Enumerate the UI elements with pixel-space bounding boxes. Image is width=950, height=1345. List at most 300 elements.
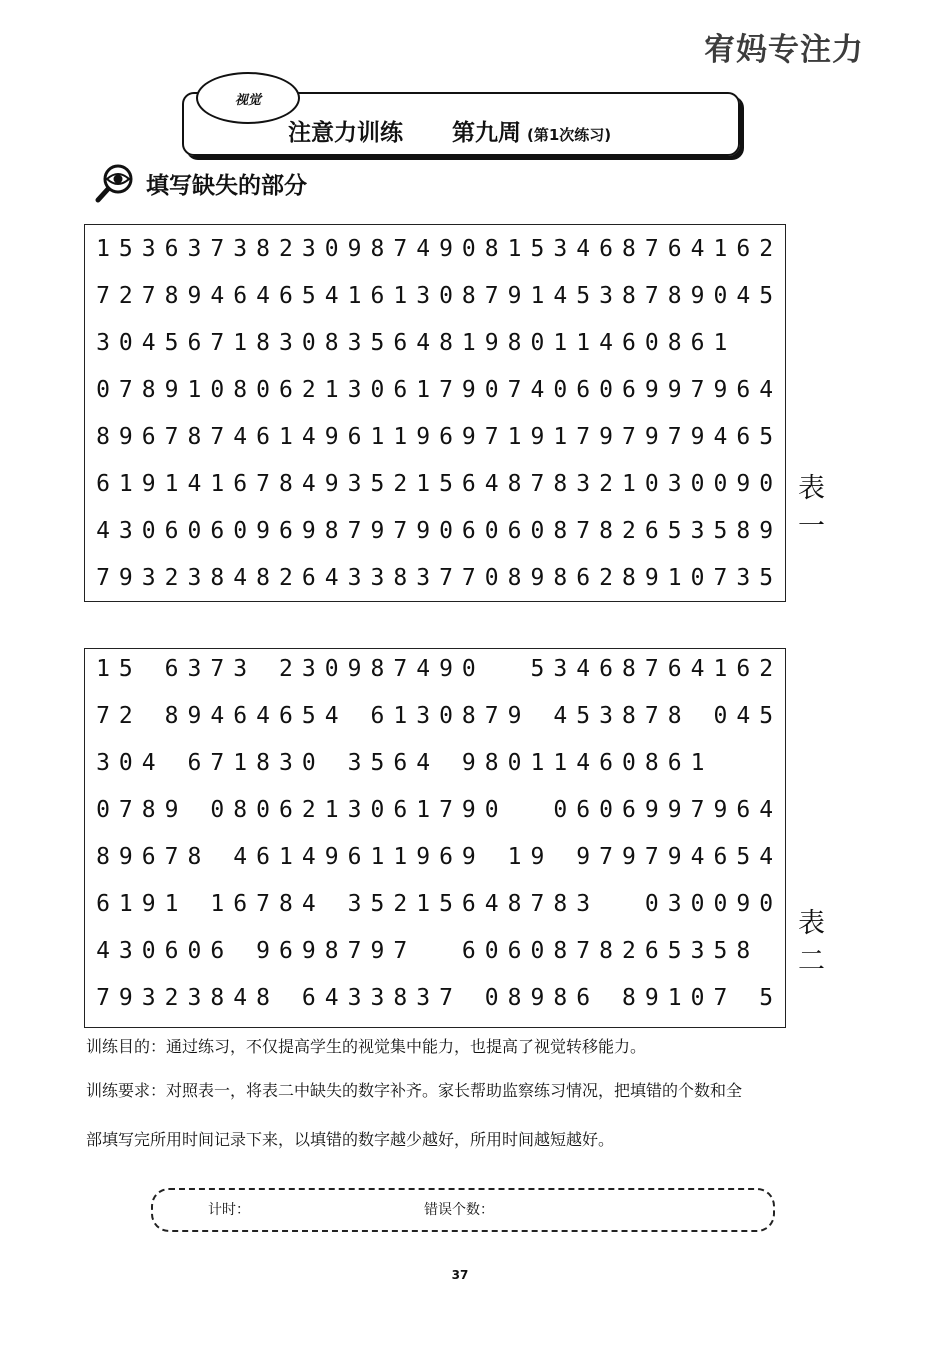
digit-cell: 7 [210, 424, 225, 450]
digit-row [93, 282, 779, 310]
digit-cell: 8 [187, 844, 202, 870]
digit-cell: 4 [301, 424, 316, 450]
digit-cell: 4 [187, 471, 202, 497]
digit-cell: 8 [599, 938, 613, 964]
digit-cell: 0 [233, 518, 248, 544]
digit-cell: 7 [713, 565, 728, 591]
digit-cell: 0 [439, 703, 453, 729]
digit-cell: 6 [210, 938, 225, 964]
digit-cell: 6 [690, 330, 705, 356]
digit-cell: 6 [164, 518, 179, 544]
digit-cell: 5 [759, 283, 774, 309]
digit-cell: 4 [233, 844, 248, 870]
digit-cell: 8 [96, 424, 110, 450]
digit-cell: 4 [736, 703, 751, 729]
training-requirement-line-1: 训练要求：对照表一，将表二中缺失的数字补齐。家长帮助监察练习情况，把填错的个数和全 [86, 1081, 743, 1100]
digit-cell: 0 [553, 797, 568, 823]
digit-cell: 5 [759, 985, 774, 1011]
digit-cell: 6 [576, 565, 591, 591]
digit-cell: 1 [324, 797, 339, 823]
digit-cell: 3 [347, 377, 362, 403]
digit-cell: 2 [599, 565, 613, 591]
digit-cell: 7 [141, 283, 156, 309]
digit-cell: 6 [393, 750, 408, 776]
digit-cell: 6 [576, 377, 591, 403]
digit-cell: 2 [164, 565, 179, 591]
digit-cell: 7 [484, 283, 499, 309]
digit-cell: 0 [713, 703, 728, 729]
digit-cell: 1 [210, 891, 225, 917]
digit-cell: 7 [644, 703, 659, 729]
digit-cell: 0 [370, 377, 385, 403]
error-count-label: 错误个数： [424, 1202, 494, 1218]
digit-cell: 8 [278, 891, 293, 917]
digit-row [93, 517, 779, 545]
digit-cell: 3 [667, 471, 682, 497]
page-number: 37 [451, 1268, 469, 1282]
digit-cell: 6 [301, 985, 316, 1011]
digit-cell: 6 [233, 703, 248, 729]
digit-cell: 8 [667, 330, 682, 356]
timer-label: 计时： [208, 1202, 250, 1218]
digit-cell: 6 [347, 844, 362, 870]
digit-cell: 7 [347, 938, 362, 964]
digit-cell: 3 [347, 330, 362, 356]
digit-cell: 9 [416, 424, 431, 450]
digit-cell: 3 [301, 656, 316, 682]
digit-cell: 6 [461, 518, 476, 544]
digit-cell: 6 [210, 518, 225, 544]
digit-cell: 6 [461, 471, 476, 497]
digit-cell: 4 [233, 565, 248, 591]
digit-cell: 0 [530, 518, 545, 544]
digit-cell: 7 [507, 377, 522, 403]
digit-cell: 3 [187, 656, 202, 682]
digit-cell: 3 [278, 750, 293, 776]
digit-cell: 6 [576, 797, 591, 823]
digit-cell: 4 [576, 656, 591, 682]
digit-cell: 3 [416, 283, 431, 309]
digit-cell: 7 [644, 236, 659, 262]
digit-cell: 5 [713, 938, 728, 964]
digit-cell: 3 [370, 985, 385, 1011]
digit-cell: 1 [553, 424, 568, 450]
digit-cell: 1 [393, 703, 408, 729]
digit-cell: 5 [118, 656, 133, 682]
digit-cell: 3 [96, 750, 110, 776]
digit-cell: 4 [210, 703, 225, 729]
digit-cell: 2 [759, 656, 774, 682]
digit-cell: 9 [736, 471, 751, 497]
digit-row [93, 937, 779, 965]
digit-cell: 6 [667, 750, 682, 776]
digit-cell: 3 [370, 565, 385, 591]
digit-cell: 0 [553, 377, 568, 403]
digit-cell: 7 [576, 424, 591, 450]
digit-cell: 0 [713, 283, 728, 309]
digit-cell: 8 [187, 424, 202, 450]
digit-cell: 4 [690, 844, 705, 870]
digit-cell: 4 [324, 283, 339, 309]
digit-cell: 4 [736, 283, 751, 309]
digit-cell: 2 [278, 656, 293, 682]
digit-cell: 4 [256, 283, 270, 309]
digit-cell: 0 [713, 891, 728, 917]
digit-cell: 2 [164, 985, 179, 1011]
digit-cell: 0 [644, 471, 659, 497]
digit-cell: 8 [141, 797, 156, 823]
digit-cell: 3 [416, 703, 431, 729]
digit-cell: 5 [576, 703, 591, 729]
digit-cell: 0 [599, 377, 613, 403]
digit-cell: 0 [484, 797, 499, 823]
digit-cell: 7 [347, 518, 362, 544]
category-badge: 视觉 [196, 72, 300, 124]
digit-cell: 2 [118, 283, 133, 309]
digit-cell: 1 [187, 377, 202, 403]
digit-cell: 7 [439, 797, 453, 823]
digit-cell: 9 [164, 377, 179, 403]
digit-cell: 9 [301, 938, 316, 964]
digit-cell: 8 [667, 703, 682, 729]
digit-cell: 8 [599, 518, 613, 544]
digit-cell: 0 [759, 471, 774, 497]
digit-cell: 6 [278, 703, 293, 729]
digit-cell: 7 [118, 377, 133, 403]
digit-cell: 7 [644, 283, 659, 309]
digit-cell: 9 [507, 703, 522, 729]
digit-cell: 0 [530, 938, 545, 964]
digit-cell: 0 [324, 236, 339, 262]
digit-cell: 6 [233, 891, 248, 917]
digit-cell: 0 [370, 797, 385, 823]
digit-cell: 4 [553, 703, 568, 729]
digit-cell: 1 [416, 377, 431, 403]
digit-cell: 0 [530, 330, 545, 356]
digit-cell: 0 [439, 283, 453, 309]
digit-cell: 9 [141, 471, 156, 497]
digit-cell: 1 [507, 236, 522, 262]
digit-cell: 1 [233, 330, 248, 356]
digit-cell: 0 [96, 797, 110, 823]
digit-cell: 4 [690, 236, 705, 262]
week-label: 第九周 [452, 120, 521, 146]
digit-cell: 9 [118, 565, 133, 591]
digit-cell: 4 [233, 985, 248, 1011]
digit-cell: 1 [278, 844, 293, 870]
digit-cell: 6 [736, 797, 751, 823]
digit-cell: 1 [667, 985, 682, 1011]
digit-cell: 9 [141, 891, 156, 917]
digit-cell: 8 [278, 471, 293, 497]
digit-cell: 1 [576, 330, 591, 356]
digit-cell: 5 [759, 424, 774, 450]
digit-cell: 8 [210, 985, 225, 1011]
digit-cell: 0 [690, 565, 705, 591]
digit-cell: 8 [644, 750, 659, 776]
digit-cell: 6 [461, 938, 476, 964]
digit-cell: 8 [553, 471, 568, 497]
digit-cell: 2 [278, 236, 293, 262]
digit-cell: 0 [461, 236, 476, 262]
digit-cell: 1 [370, 424, 385, 450]
digit-cell: 6 [370, 703, 385, 729]
digit-cell: 5 [736, 844, 751, 870]
digit-cell: 4 [210, 283, 225, 309]
digit-cell: 0 [256, 377, 270, 403]
digit-cell: 2 [759, 236, 774, 262]
digit-cell: 7 [96, 703, 110, 729]
digit-cell: 7 [164, 844, 179, 870]
digit-cell: 6 [187, 330, 202, 356]
digit-cell: 1 [530, 283, 545, 309]
digit-cell: 9 [347, 656, 362, 682]
table-one-label: 表一 [798, 473, 825, 542]
digit-cell: 7 [713, 985, 728, 1011]
digit-cell: 7 [439, 377, 453, 403]
digit-cell: 1 [713, 330, 728, 356]
digit-cell: 8 [736, 518, 751, 544]
digit-cell: 3 [187, 985, 202, 1011]
digit-cell: 3 [576, 891, 591, 917]
digit-cell: 8 [370, 236, 385, 262]
digit-cell: 6 [256, 844, 270, 870]
digit-cell: 8 [324, 938, 339, 964]
digit-cell: 0 [118, 330, 133, 356]
digit-row [93, 564, 779, 592]
digit-cell: 0 [599, 797, 613, 823]
digit-row [93, 423, 779, 451]
digit-cell: 9 [599, 424, 613, 450]
digit-cell: 1 [370, 844, 385, 870]
digit-cell: 1 [96, 656, 110, 682]
digit-cell: 5 [530, 236, 545, 262]
digit-cell: 6 [278, 797, 293, 823]
digit-cell: 8 [736, 938, 751, 964]
digit-cell: 3 [347, 750, 362, 776]
digit-cell: 1 [393, 844, 408, 870]
digit-cell: 8 [667, 283, 682, 309]
digit-cell: 9 [530, 985, 545, 1011]
digit-cell: 7 [96, 283, 110, 309]
digit-cell: 0 [461, 656, 476, 682]
digit-cell: 8 [324, 518, 339, 544]
digit-cell: 3 [141, 565, 156, 591]
digit-cell: 8 [621, 656, 636, 682]
digit-cell: 4 [416, 656, 431, 682]
digit-cell: 1 [621, 471, 636, 497]
digit-cell: 1 [530, 750, 545, 776]
digit-cell: 5 [370, 471, 385, 497]
digit-cell: 3 [736, 565, 751, 591]
digit-cell: 6 [461, 891, 476, 917]
digit-cell: 7 [118, 797, 133, 823]
digit-cell: 9 [759, 518, 774, 544]
digit-cell: 9 [301, 518, 316, 544]
digit-cell: 0 [256, 797, 270, 823]
digit-cell: 8 [233, 377, 248, 403]
digit-cell: 1 [690, 750, 705, 776]
digit-cell: 4 [713, 424, 728, 450]
digit-cell: 7 [484, 703, 499, 729]
digit-cell: 8 [553, 891, 568, 917]
task-heading [94, 163, 307, 203]
digit-cell: 7 [96, 985, 110, 1011]
training-purpose: 训练目的：通过练习，不仅提高学生的视觉集中能力，也提高了视觉转移能力。 [86, 1037, 647, 1056]
digit-cell: 9 [118, 985, 133, 1011]
digit-cell: 9 [507, 283, 522, 309]
digit-cell: 7 [576, 518, 591, 544]
digit-cell: 7 [96, 565, 110, 591]
digit-cell: 6 [96, 891, 110, 917]
digit-cell: 6 [164, 236, 179, 262]
digit-cell: 9 [461, 750, 476, 776]
digit-cell: 1 [393, 424, 408, 450]
digit-cell: 3 [141, 985, 156, 1011]
digit-cell: 9 [644, 377, 659, 403]
digit-row [93, 235, 779, 263]
digit-cell: 4 [484, 471, 499, 497]
table-two [84, 648, 786, 1028]
digit-cell: 2 [393, 471, 408, 497]
digit-cell: 5 [301, 703, 316, 729]
digit-cell: 8 [621, 236, 636, 262]
digit-cell: 1 [553, 330, 568, 356]
digit-cell: 7 [210, 656, 225, 682]
digit-cell: 9 [713, 377, 728, 403]
digit-cell: 7 [210, 236, 225, 262]
digit-row [93, 702, 779, 730]
digit-cell: 5 [759, 703, 774, 729]
digit-cell: 4 [233, 424, 248, 450]
digit-cell: 6 [736, 377, 751, 403]
digit-cell: 6 [736, 656, 751, 682]
digit-cell: 1 [416, 797, 431, 823]
digit-cell: 2 [301, 377, 316, 403]
digit-cell: 6 [439, 844, 453, 870]
digit-cell: 7 [690, 377, 705, 403]
digit-cell: 4 [576, 750, 591, 776]
digit-cell: 3 [576, 471, 591, 497]
digit-cell: 9 [667, 844, 682, 870]
digit-cell: 6 [621, 330, 636, 356]
digit-cell: 0 [324, 656, 339, 682]
digit-cell: 0 [621, 750, 636, 776]
digit-cell: 4 [96, 938, 110, 964]
digit-cell: 1 [713, 236, 728, 262]
digit-cell: 3 [141, 236, 156, 262]
digit-cell: 9 [690, 283, 705, 309]
digit-cell: 8 [553, 565, 568, 591]
digit-cell: 9 [370, 518, 385, 544]
digit-cell: 4 [301, 471, 316, 497]
digit-cell: 1 [461, 330, 476, 356]
digit-cell: 6 [256, 424, 270, 450]
digit-cell: 6 [347, 424, 362, 450]
digit-cell: 5 [667, 518, 682, 544]
digit-cell: 0 [210, 797, 225, 823]
digit-cell: 4 [484, 891, 499, 917]
digit-cell: 6 [278, 518, 293, 544]
digit-cell: 3 [599, 703, 613, 729]
digit-cell: 6 [621, 797, 636, 823]
digit-cell: 9 [416, 844, 431, 870]
digit-cell: 7 [393, 656, 408, 682]
digit-cell: 8 [507, 985, 522, 1011]
digit-cell: 3 [347, 471, 362, 497]
digit-cell: 8 [324, 330, 339, 356]
digit-cell: 8 [553, 985, 568, 1011]
digit-row [93, 655, 779, 683]
digit-cell: 9 [644, 565, 659, 591]
digit-cell: 1 [416, 891, 431, 917]
digit-cell: 8 [164, 283, 179, 309]
table-two-label: 表二 [798, 908, 825, 977]
digit-cell: 7 [439, 565, 453, 591]
digit-cell: 0 [690, 891, 705, 917]
digit-cell: 0 [713, 471, 728, 497]
digit-cell: 6 [644, 938, 659, 964]
digit-cell: 8 [507, 891, 522, 917]
digit-cell: 0 [187, 938, 202, 964]
digit-cell: 1 [164, 471, 179, 497]
digit-cell: 9 [530, 565, 545, 591]
digit-cell: 9 [736, 891, 751, 917]
digit-cell: 9 [439, 656, 453, 682]
digit-cell: 0 [484, 518, 499, 544]
digit-cell: 1 [324, 377, 339, 403]
digit-cell: 3 [347, 985, 362, 1011]
digit-cell: 4 [301, 891, 316, 917]
digit-cell: 3 [347, 797, 362, 823]
digit-cell: 6 [141, 844, 156, 870]
digit-row [93, 749, 779, 777]
digit-cell: 1 [278, 424, 293, 450]
digit-cell: 8 [96, 844, 110, 870]
digit-cell: 0 [690, 471, 705, 497]
digit-cell: 5 [370, 330, 385, 356]
digit-cell: 3 [416, 985, 431, 1011]
digit-cell: 1 [210, 471, 225, 497]
digit-cell: 9 [347, 236, 362, 262]
digit-cell: 6 [96, 471, 110, 497]
digit-cell: 1 [118, 891, 133, 917]
digit-row [93, 376, 779, 404]
digit-cell: 9 [530, 844, 545, 870]
digit-cell: 4 [416, 750, 431, 776]
digit-cell: 6 [278, 283, 293, 309]
digit-cell: 8 [621, 703, 636, 729]
digit-cell: 8 [507, 471, 522, 497]
digit-cell: 9 [461, 844, 476, 870]
digit-cell: 8 [164, 703, 179, 729]
digit-cell: 6 [599, 656, 613, 682]
digit-cell: 5 [576, 283, 591, 309]
digit-cell: 6 [393, 330, 408, 356]
digit-cell: 4 [759, 377, 774, 403]
digit-cell: 3 [301, 236, 316, 262]
digit-cell: 9 [576, 844, 591, 870]
digit-cell: 9 [256, 938, 270, 964]
digit-cell: 9 [461, 797, 476, 823]
digit-cell: 0 [96, 377, 110, 403]
digit-cell: 9 [324, 844, 339, 870]
digit-cell: 1 [164, 891, 179, 917]
training-title: 注意力训练 [288, 120, 403, 146]
digit-cell: 7 [393, 518, 408, 544]
magnifier-eye-icon [94, 163, 138, 203]
digit-cell: 3 [278, 330, 293, 356]
